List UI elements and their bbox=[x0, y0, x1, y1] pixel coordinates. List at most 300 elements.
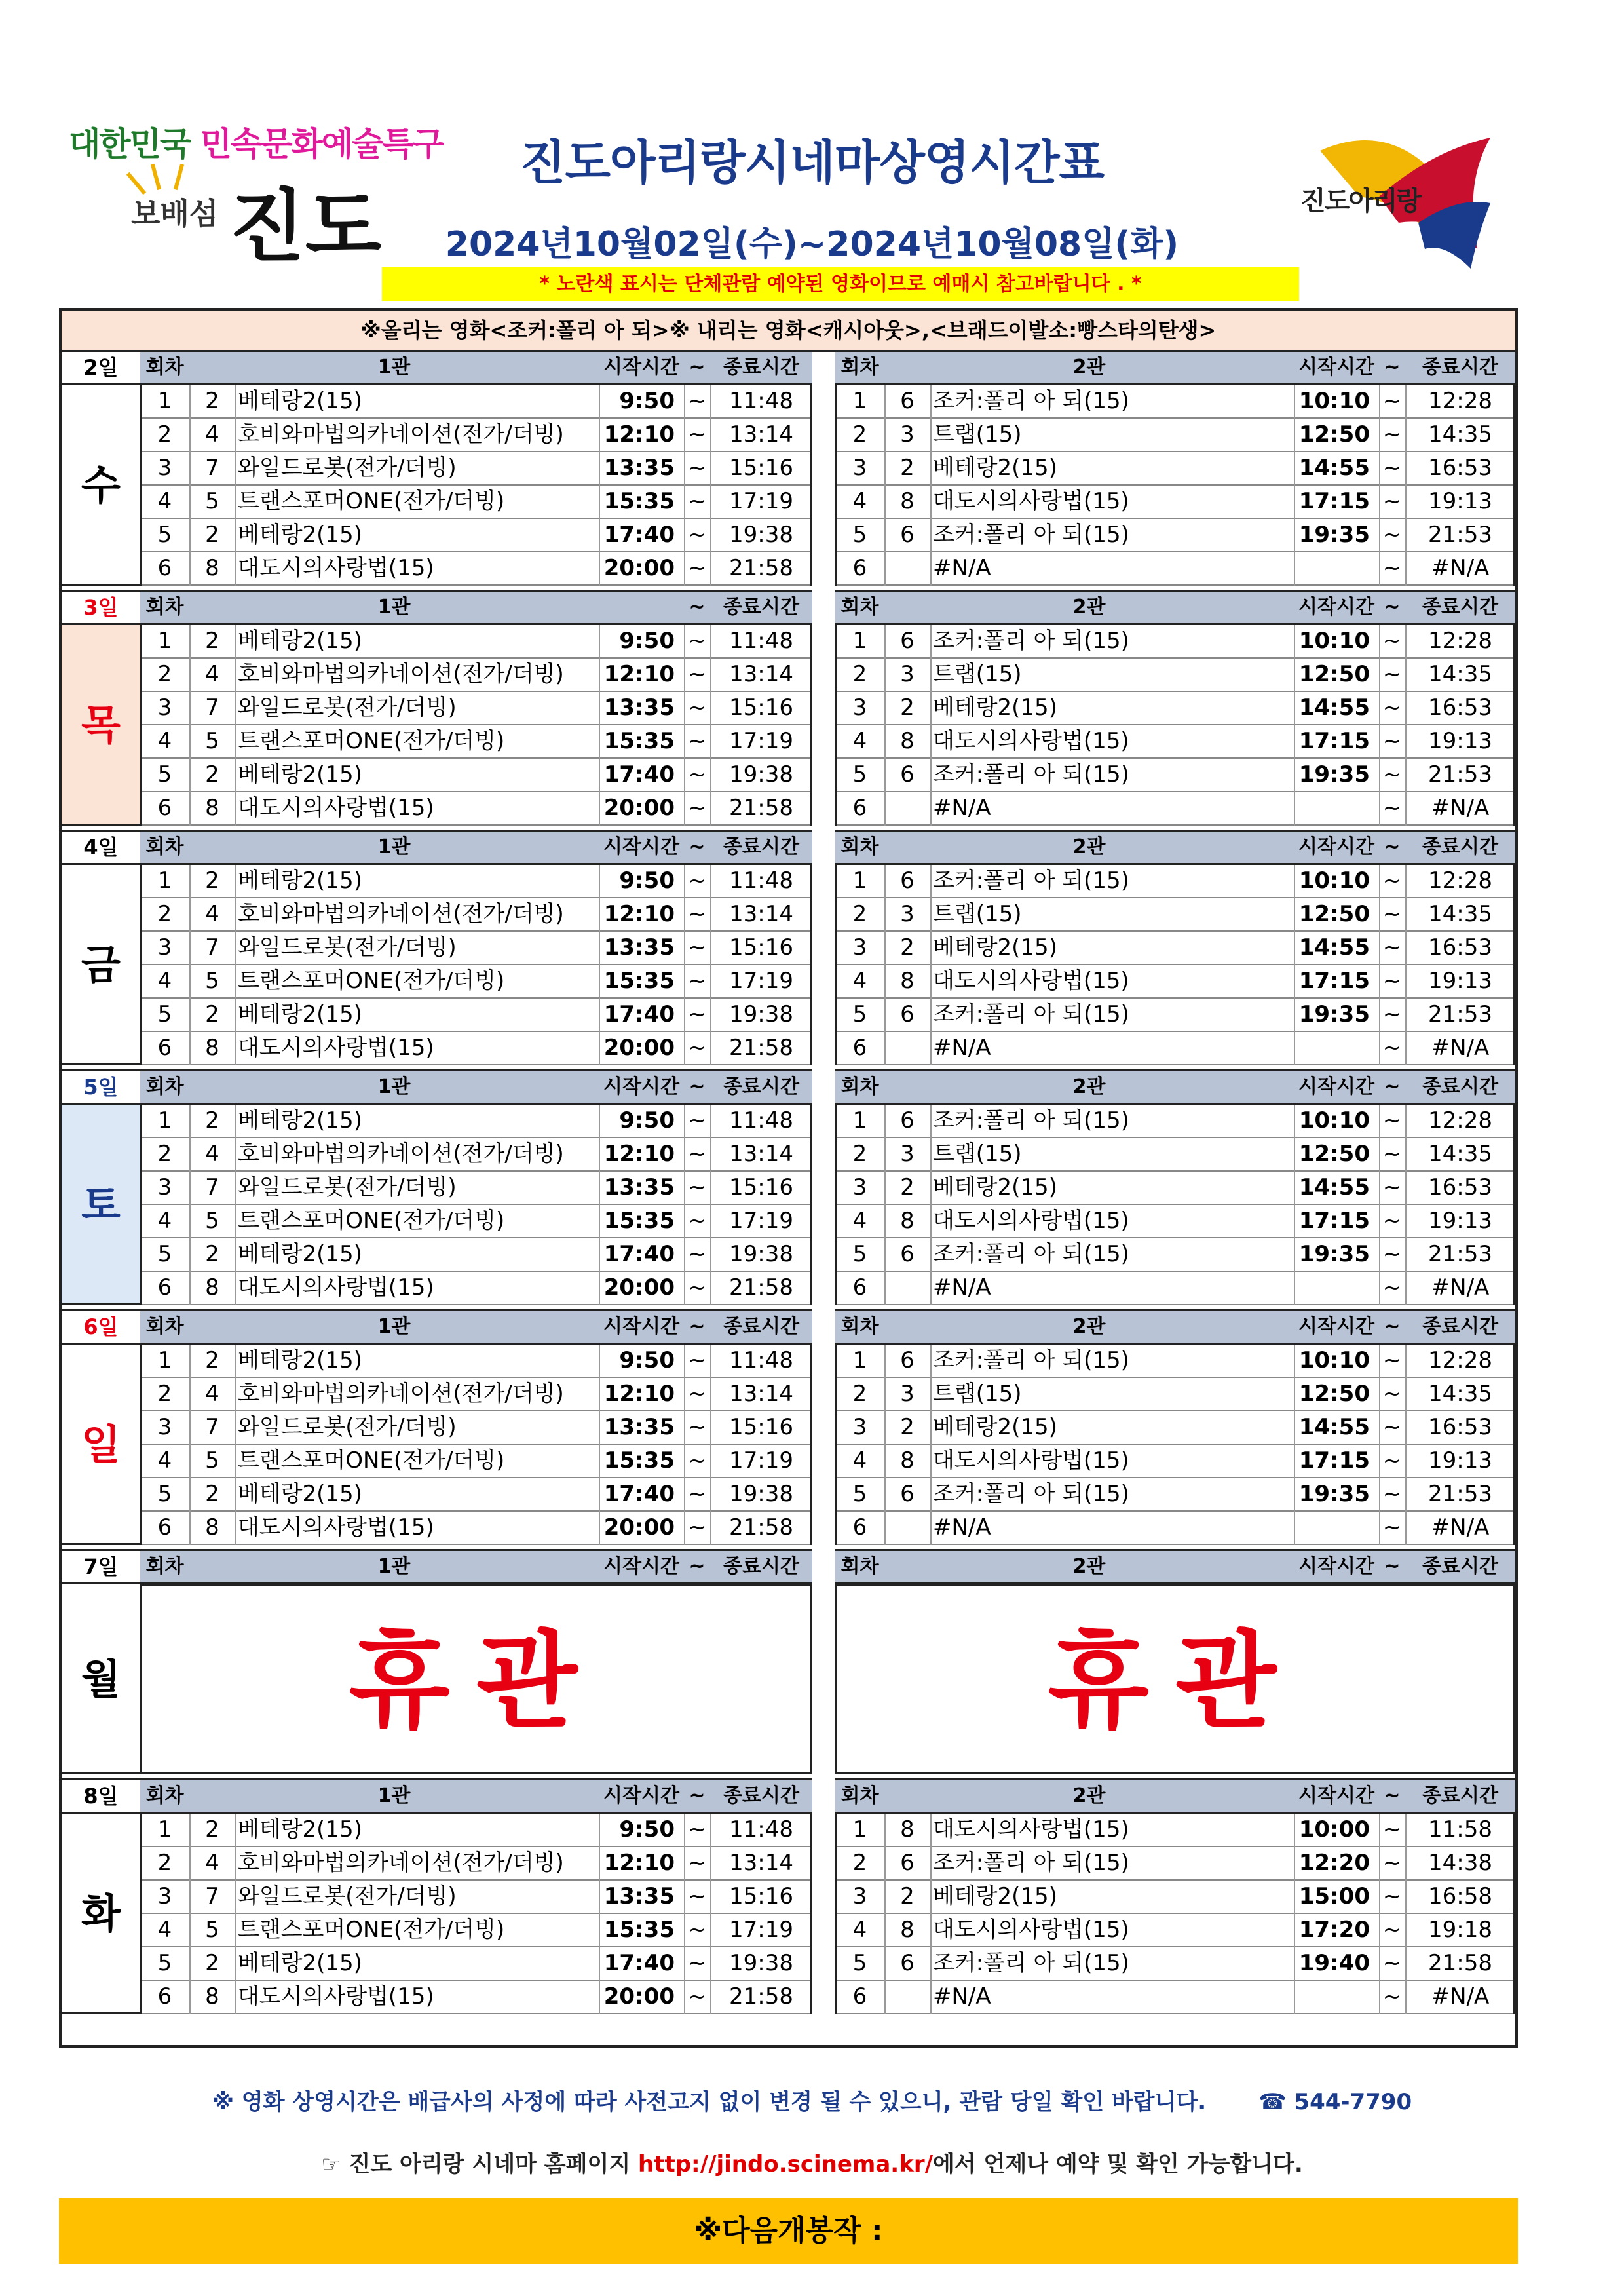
footer-note-text: ※ 영화 상영시간은 배급사의 사정에 따라 사전고지 없이 변경 될 수 있으니, 관람 당일 확인 바랍니다. bbox=[212, 2089, 1207, 2115]
movie-title: 호비와마법의카네이션(전가/더빙) bbox=[238, 421, 564, 448]
column-divider bbox=[710, 1345, 711, 1545]
hall-border bbox=[140, 865, 142, 1065]
movie-title: 트랩(15) bbox=[933, 661, 1022, 687]
end-time: 21:53 bbox=[1428, 1481, 1492, 1507]
screen-code: 8 bbox=[205, 1514, 219, 1540]
tilde-header: ~ bbox=[689, 1075, 706, 1098]
end-time-header: 종료시간 bbox=[1422, 1075, 1498, 1098]
start-time: 17:15 bbox=[1298, 968, 1370, 994]
column-divider bbox=[1379, 865, 1380, 1065]
hall-name: 2관 bbox=[1072, 596, 1106, 619]
column-divider bbox=[884, 385, 886, 586]
tilde: ~ bbox=[1382, 1347, 1402, 1373]
tilde: ~ bbox=[1382, 901, 1402, 927]
start-time-header: 시작시간 bbox=[603, 1784, 679, 1807]
start-time: 13:35 bbox=[603, 455, 675, 481]
column-divider bbox=[884, 625, 886, 826]
movie-title: 조커:폴리 아 되(15) bbox=[933, 1950, 1129, 1976]
hall-name: 2관 bbox=[1072, 1555, 1106, 1578]
movie-title: 베테랑2(15) bbox=[238, 1481, 362, 1507]
hall2-header bbox=[835, 1069, 1515, 1105]
footer-homepage bbox=[0, 2146, 1624, 2178]
round-number: 4 bbox=[157, 968, 172, 994]
start-time-header: 시작시간 bbox=[603, 1555, 679, 1578]
column-divider bbox=[599, 1345, 600, 1545]
round-number: 6 bbox=[852, 555, 867, 581]
screen-code: 2 bbox=[205, 1241, 219, 1267]
end-time-header: 종료시간 bbox=[723, 596, 799, 619]
schedule-row bbox=[140, 1032, 812, 1065]
end-time: 17:19 bbox=[729, 1208, 793, 1234]
start-time: 20:00 bbox=[603, 1983, 675, 2010]
screen-code: 7 bbox=[205, 1174, 219, 1200]
schedule-row bbox=[835, 1345, 1515, 1378]
schedule-row bbox=[835, 1478, 1515, 1512]
hall-border bbox=[810, 865, 812, 1065]
hall-name: 1관 bbox=[377, 1315, 411, 1338]
round-number: 4 bbox=[157, 488, 172, 514]
column-divider bbox=[884, 865, 886, 1065]
round-number: 1 bbox=[852, 628, 867, 654]
screen-code: 6 bbox=[900, 628, 915, 654]
end-time: 11:48 bbox=[729, 388, 793, 414]
schedule-row bbox=[835, 1411, 1515, 1445]
movie-title: 베테랑2(15) bbox=[933, 934, 1057, 961]
round-number: 5 bbox=[157, 522, 172, 548]
tilde-header: ~ bbox=[1384, 1315, 1401, 1338]
round-number: 3 bbox=[157, 1883, 172, 1909]
schedule-row bbox=[140, 932, 812, 965]
movie-title: 호비와마법의카네이션(전가/더빙) bbox=[238, 661, 564, 687]
round-number: 5 bbox=[852, 1241, 867, 1267]
end-time: 12:28 bbox=[1428, 1347, 1492, 1373]
column-divider bbox=[930, 1814, 932, 2014]
group-booking-notice: * 노란색 표시는 단체관람 예약된 영화이므로 예매시 참고바랍니다 . * bbox=[382, 267, 1299, 301]
end-time-header: 종료시간 bbox=[1422, 596, 1498, 619]
movie-title: 대도시의사랑법(15) bbox=[933, 1208, 1129, 1234]
start-time: 19:35 bbox=[1298, 1001, 1370, 1027]
screen-code: 4 bbox=[205, 901, 219, 927]
column-divider bbox=[189, 865, 191, 1065]
movie-title: 트랜스포머ONE(전가/더빙) bbox=[238, 1917, 505, 1943]
movie-title: 트랜스포머ONE(전가/더빙) bbox=[238, 968, 505, 994]
end-time-header: 종료시간 bbox=[1422, 356, 1498, 379]
schedule-row bbox=[835, 1172, 1515, 1205]
screen-code: 7 bbox=[205, 1883, 219, 1909]
round-header: 회차 bbox=[145, 1315, 184, 1338]
start-time: 14:55 bbox=[1298, 1414, 1370, 1440]
weekday-label: 금 bbox=[62, 865, 140, 1065]
round-header: 회차 bbox=[840, 1315, 879, 1338]
start-time: 17:40 bbox=[603, 1950, 675, 1976]
tilde: ~ bbox=[1382, 661, 1402, 687]
tilde: ~ bbox=[687, 1514, 707, 1540]
round-number: 5 bbox=[157, 761, 172, 788]
column-divider bbox=[1294, 385, 1295, 586]
round-number: 2 bbox=[157, 1381, 172, 1407]
round-number: 5 bbox=[852, 1001, 867, 1027]
page-title: 진도아리랑시네마상영시간표 bbox=[519, 135, 1105, 190]
column-divider bbox=[930, 865, 932, 1065]
schedule-row bbox=[140, 1272, 812, 1305]
column-divider bbox=[189, 1345, 191, 1545]
hall-border bbox=[1513, 1345, 1515, 1545]
schedule-row bbox=[140, 999, 812, 1032]
screen-code: 4 bbox=[205, 661, 219, 687]
round-number: 4 bbox=[157, 1917, 172, 1943]
screen-code: 2 bbox=[205, 1347, 219, 1373]
round-number: 2 bbox=[852, 421, 867, 448]
round-header: 회차 bbox=[840, 596, 879, 619]
movie-title: 조커:폴리 아 되(15) bbox=[933, 1347, 1129, 1373]
end-time: 21:58 bbox=[729, 1274, 793, 1301]
tilde: ~ bbox=[687, 1917, 707, 1943]
screen-code: 6 bbox=[900, 868, 915, 894]
screen-code: 3 bbox=[900, 1141, 915, 1167]
schedule-row bbox=[835, 725, 1515, 759]
screen-code: 6 bbox=[900, 1241, 915, 1267]
schedule-row bbox=[140, 965, 812, 999]
movie-title: 조커:폴리 아 되(15) bbox=[933, 628, 1129, 654]
hall2-closed: 휴관 bbox=[835, 1584, 1515, 1774]
column-divider bbox=[884, 1105, 886, 1305]
movie-title: 대도시의사랑법(15) bbox=[933, 1816, 1129, 1843]
round-number: 1 bbox=[852, 1816, 867, 1843]
hall2-header bbox=[835, 1309, 1515, 1345]
start-time-header: 시작시간 bbox=[1298, 1784, 1374, 1807]
movie-title: 조커:폴리 아 되(15) bbox=[933, 1107, 1129, 1134]
movie-title: 조커:폴리 아 되(15) bbox=[933, 868, 1129, 894]
hall-name: 1관 bbox=[377, 1784, 411, 1807]
end-time: 16:53 bbox=[1428, 1414, 1492, 1440]
end-time: 21:58 bbox=[1428, 1950, 1492, 1976]
end-time: 14:35 bbox=[1428, 421, 1492, 448]
column-divider bbox=[1405, 865, 1407, 1065]
round-number: 5 bbox=[157, 1481, 172, 1507]
end-time: 12:28 bbox=[1428, 388, 1492, 414]
start-time: 9:50 bbox=[619, 1816, 675, 1843]
screen-code: 3 bbox=[900, 421, 915, 448]
hall-name: 1관 bbox=[377, 596, 411, 619]
column-divider bbox=[710, 625, 711, 826]
weekday-label: 일 bbox=[62, 1345, 140, 1545]
round-header: 회차 bbox=[840, 356, 879, 379]
round-number: 3 bbox=[157, 695, 172, 721]
schedule-row bbox=[140, 1345, 812, 1378]
start-time: 15:00 bbox=[1298, 1883, 1370, 1909]
schedule-row bbox=[835, 625, 1515, 659]
end-time: 21:58 bbox=[729, 1035, 793, 1061]
screen-code: 8 bbox=[205, 1035, 219, 1061]
end-time: 15:16 bbox=[729, 1174, 793, 1200]
end-time: 14:38 bbox=[1428, 1850, 1492, 1876]
start-time: 13:35 bbox=[603, 1883, 675, 1909]
end-time: 13:14 bbox=[729, 1141, 793, 1167]
tilde-header: ~ bbox=[1384, 596, 1401, 619]
end-time: 12:28 bbox=[1428, 628, 1492, 654]
tilde: ~ bbox=[1382, 1274, 1402, 1301]
day-label: 7일 bbox=[62, 1549, 140, 1584]
hall-name: 1관 bbox=[377, 835, 411, 858]
start-time: 12:10 bbox=[603, 1381, 675, 1407]
hall1-header bbox=[140, 350, 812, 385]
tilde: ~ bbox=[687, 1447, 707, 1474]
hall-name: 2관 bbox=[1072, 1075, 1106, 1098]
tilde: ~ bbox=[687, 934, 707, 961]
tilde-header: ~ bbox=[689, 1555, 706, 1578]
tilde-header: ~ bbox=[689, 1784, 706, 1807]
round-number: 6 bbox=[852, 1274, 867, 1301]
start-time: 12:50 bbox=[1298, 901, 1370, 927]
logo-line1: 대한민국 민속문화예술특구 bbox=[69, 125, 444, 163]
tilde: ~ bbox=[687, 761, 707, 788]
tilde: ~ bbox=[687, 1381, 707, 1407]
movie-title: 호비와마법의카네이션(전가/더빙) bbox=[238, 901, 564, 927]
end-time: 21:58 bbox=[729, 555, 793, 581]
end-time: 19:38 bbox=[729, 1241, 793, 1267]
schedule-row bbox=[140, 725, 812, 759]
end-time-header: 종료시간 bbox=[723, 1555, 799, 1578]
start-time: 20:00 bbox=[603, 555, 675, 581]
schedule-row bbox=[835, 999, 1515, 1032]
schedule-row bbox=[140, 1411, 812, 1445]
column-divider bbox=[599, 1814, 600, 2014]
end-time-header: 종료시간 bbox=[1422, 1784, 1498, 1807]
tilde: ~ bbox=[1382, 455, 1402, 481]
column-divider bbox=[1294, 625, 1295, 826]
column-divider bbox=[235, 1814, 236, 2014]
start-time: 20:00 bbox=[603, 1274, 675, 1301]
hall-border bbox=[1513, 625, 1515, 826]
start-time: 9:50 bbox=[619, 388, 675, 414]
tilde: ~ bbox=[1382, 1950, 1402, 1976]
movie-title: 베테랑2(15) bbox=[238, 868, 362, 894]
end-time: 21:58 bbox=[729, 1514, 793, 1540]
start-time: 12:10 bbox=[603, 1141, 675, 1167]
tilde: ~ bbox=[1382, 1917, 1402, 1943]
round-number: 3 bbox=[852, 695, 867, 721]
schedule-row bbox=[140, 1105, 812, 1138]
schedule-row bbox=[140, 898, 812, 932]
schedule-row bbox=[835, 1914, 1515, 1947]
start-time: 13:35 bbox=[603, 695, 675, 721]
tilde: ~ bbox=[1382, 1816, 1402, 1843]
tilde: ~ bbox=[687, 1347, 707, 1373]
start-time-header: 시작시간 bbox=[603, 1075, 679, 1098]
column-divider bbox=[189, 1814, 191, 2014]
schedule-row bbox=[140, 1172, 812, 1205]
screen-code: 3 bbox=[900, 901, 915, 927]
movie-title: 대도시의사랑법(15) bbox=[933, 728, 1129, 754]
homepage-link[interactable]: http://jindo.scinema.kr/ bbox=[638, 2151, 934, 2177]
movie-title: 베테랑2(15) bbox=[933, 1883, 1057, 1909]
hall2-header bbox=[835, 350, 1515, 385]
screen-code: 7 bbox=[205, 455, 219, 481]
logo-line2: 보배섬 bbox=[131, 196, 219, 231]
end-time: 13:14 bbox=[729, 901, 793, 927]
screen-code: 5 bbox=[205, 488, 219, 514]
end-time: 19:13 bbox=[1428, 968, 1492, 994]
column-divider bbox=[1379, 1345, 1380, 1545]
tilde: ~ bbox=[1382, 1514, 1402, 1540]
round-number: 4 bbox=[852, 728, 867, 754]
column-divider bbox=[1405, 1814, 1407, 2014]
round-number: 1 bbox=[157, 628, 172, 654]
screen-code: 6 bbox=[900, 1481, 915, 1507]
start-time: 20:00 bbox=[603, 1035, 675, 1061]
tilde: ~ bbox=[687, 1816, 707, 1843]
end-time: 13:14 bbox=[729, 1381, 793, 1407]
tilde: ~ bbox=[1382, 795, 1402, 821]
hall1-header bbox=[140, 1069, 812, 1105]
end-time: 21:53 bbox=[1428, 522, 1492, 548]
round-number: 4 bbox=[852, 1447, 867, 1474]
hall2-header bbox=[835, 1778, 1515, 1814]
tilde: ~ bbox=[687, 1208, 707, 1234]
screen-code: 2 bbox=[205, 868, 219, 894]
round-number: 6 bbox=[157, 1274, 172, 1301]
end-time: 21:58 bbox=[729, 795, 793, 821]
hall-border bbox=[835, 385, 837, 586]
tilde: ~ bbox=[687, 901, 707, 927]
schedule-row bbox=[835, 486, 1515, 519]
column-divider bbox=[235, 1105, 236, 1305]
movie-title: 조커:폴리 아 되(15) bbox=[933, 1241, 1129, 1267]
start-time: 17:40 bbox=[603, 1001, 675, 1027]
end-time: 19:13 bbox=[1428, 488, 1492, 514]
start-time: 14:55 bbox=[1298, 1174, 1370, 1200]
movie-title: 트랩(15) bbox=[933, 901, 1022, 927]
column-divider bbox=[710, 1814, 711, 2014]
screen-code: 6 bbox=[900, 388, 915, 414]
start-time: 12:10 bbox=[603, 901, 675, 927]
movie-title: 호비와마법의카네이션(전가/더빙) bbox=[238, 1141, 564, 1167]
round-number: 4 bbox=[852, 488, 867, 514]
end-time: 16:53 bbox=[1428, 695, 1492, 721]
start-time: 12:50 bbox=[1298, 1381, 1370, 1407]
start-time-header: 시작시간 bbox=[1298, 1075, 1374, 1098]
end-time: 15:16 bbox=[729, 1414, 793, 1440]
column-divider bbox=[1405, 1345, 1407, 1545]
start-time: 9:50 bbox=[619, 868, 675, 894]
tilde: ~ bbox=[1382, 1381, 1402, 1407]
movie-title: 대도시의사랑법(15) bbox=[238, 1514, 434, 1540]
start-time: 15:35 bbox=[603, 488, 675, 514]
hall-name: 2관 bbox=[1072, 1315, 1106, 1338]
start-time-header: 시작시간 bbox=[1298, 1555, 1374, 1578]
end-time-header: 종료시간 bbox=[1422, 1555, 1498, 1578]
start-time: 19:35 bbox=[1298, 522, 1370, 548]
schedule-row bbox=[835, 1445, 1515, 1478]
movie-title: #N/A bbox=[933, 1274, 991, 1301]
hall1-header bbox=[140, 1778, 812, 1814]
movie-title: #N/A bbox=[933, 1983, 991, 2010]
start-time: 15:35 bbox=[603, 1917, 675, 1943]
round-number: 2 bbox=[157, 1850, 172, 1876]
movie-title: 조커:폴리 아 되(15) bbox=[933, 761, 1129, 788]
hall-name: 2관 bbox=[1072, 356, 1106, 379]
tilde: ~ bbox=[1382, 388, 1402, 414]
screen-code: 8 bbox=[900, 488, 915, 514]
round-header: 회차 bbox=[145, 835, 184, 858]
movie-title: 대도시의사랑법(15) bbox=[238, 1035, 434, 1061]
schedule-row bbox=[140, 1478, 812, 1512]
schedule-row bbox=[140, 519, 812, 552]
tilde: ~ bbox=[687, 388, 707, 414]
schedule-row bbox=[140, 1445, 812, 1478]
schedule-row bbox=[140, 1205, 812, 1238]
schedule-row bbox=[140, 792, 812, 826]
start-time-header: 시작시간 bbox=[1298, 596, 1374, 619]
phone-number: ☎ 544-7790 bbox=[1258, 2089, 1412, 2115]
schedule-row bbox=[140, 452, 812, 486]
column-divider bbox=[235, 1345, 236, 1545]
hall-border bbox=[810, 385, 812, 586]
movie-title: 와일드로봇(전가/더빙) bbox=[238, 934, 457, 961]
round-number: 6 bbox=[157, 795, 172, 821]
column-divider bbox=[930, 1345, 932, 1545]
column-divider bbox=[1379, 1105, 1380, 1305]
tilde: ~ bbox=[687, 728, 707, 754]
start-time: 17:40 bbox=[603, 761, 675, 788]
start-time: 9:50 bbox=[619, 628, 675, 654]
end-time: 19:13 bbox=[1428, 1447, 1492, 1474]
hall-border bbox=[140, 1345, 142, 1545]
round-header: 회차 bbox=[145, 1555, 184, 1578]
screen-code: 4 bbox=[205, 1381, 219, 1407]
hall1-header bbox=[140, 830, 812, 865]
round-number: 1 bbox=[157, 868, 172, 894]
movie-title: 베테랑2(15) bbox=[238, 1001, 362, 1027]
movie-title: 조커:폴리 아 되(15) bbox=[933, 388, 1129, 414]
column-divider bbox=[684, 1814, 685, 2014]
movie-title: 와일드로봇(전가/더빙) bbox=[238, 455, 457, 481]
column-divider bbox=[189, 1105, 191, 1305]
round-header: 회차 bbox=[840, 835, 879, 858]
logo-right-text: 진도아리랑 bbox=[1300, 186, 1421, 216]
tilde-header: ~ bbox=[689, 596, 706, 619]
start-time: 9:50 bbox=[619, 1107, 675, 1134]
tilde: ~ bbox=[687, 421, 707, 448]
tilde-header: ~ bbox=[1384, 835, 1401, 858]
start-time: 19:35 bbox=[1298, 761, 1370, 788]
round-number: 1 bbox=[157, 1816, 172, 1843]
start-time: 13:35 bbox=[603, 1174, 675, 1200]
round-number: 6 bbox=[852, 1514, 867, 1540]
end-time: 11:58 bbox=[1428, 1816, 1492, 1843]
tilde: ~ bbox=[687, 1274, 707, 1301]
hall-name: 1관 bbox=[377, 356, 411, 379]
start-time-header: 시작시간 bbox=[603, 1315, 679, 1338]
tilde: ~ bbox=[687, 795, 707, 821]
column-divider bbox=[884, 1814, 886, 2014]
footer-note bbox=[0, 2084, 1624, 2116]
tilde: ~ bbox=[1382, 628, 1402, 654]
homepage-suffix: 에서 언제나 예약 및 확인 가능합니다. bbox=[933, 2151, 1303, 2177]
round-number: 1 bbox=[852, 388, 867, 414]
column-divider bbox=[1379, 385, 1380, 586]
end-time: 21:53 bbox=[1428, 1001, 1492, 1027]
day-label: 2일 bbox=[62, 350, 140, 385]
screen-code: 8 bbox=[205, 1274, 219, 1301]
schedule-row bbox=[140, 1914, 812, 1947]
end-time: 19:18 bbox=[1428, 1917, 1492, 1943]
start-time: 12:20 bbox=[1298, 1850, 1370, 1876]
screen-code: 3 bbox=[900, 661, 915, 687]
schedule-row bbox=[835, 1378, 1515, 1411]
tilde: ~ bbox=[687, 695, 707, 721]
round-number: 1 bbox=[157, 1107, 172, 1134]
